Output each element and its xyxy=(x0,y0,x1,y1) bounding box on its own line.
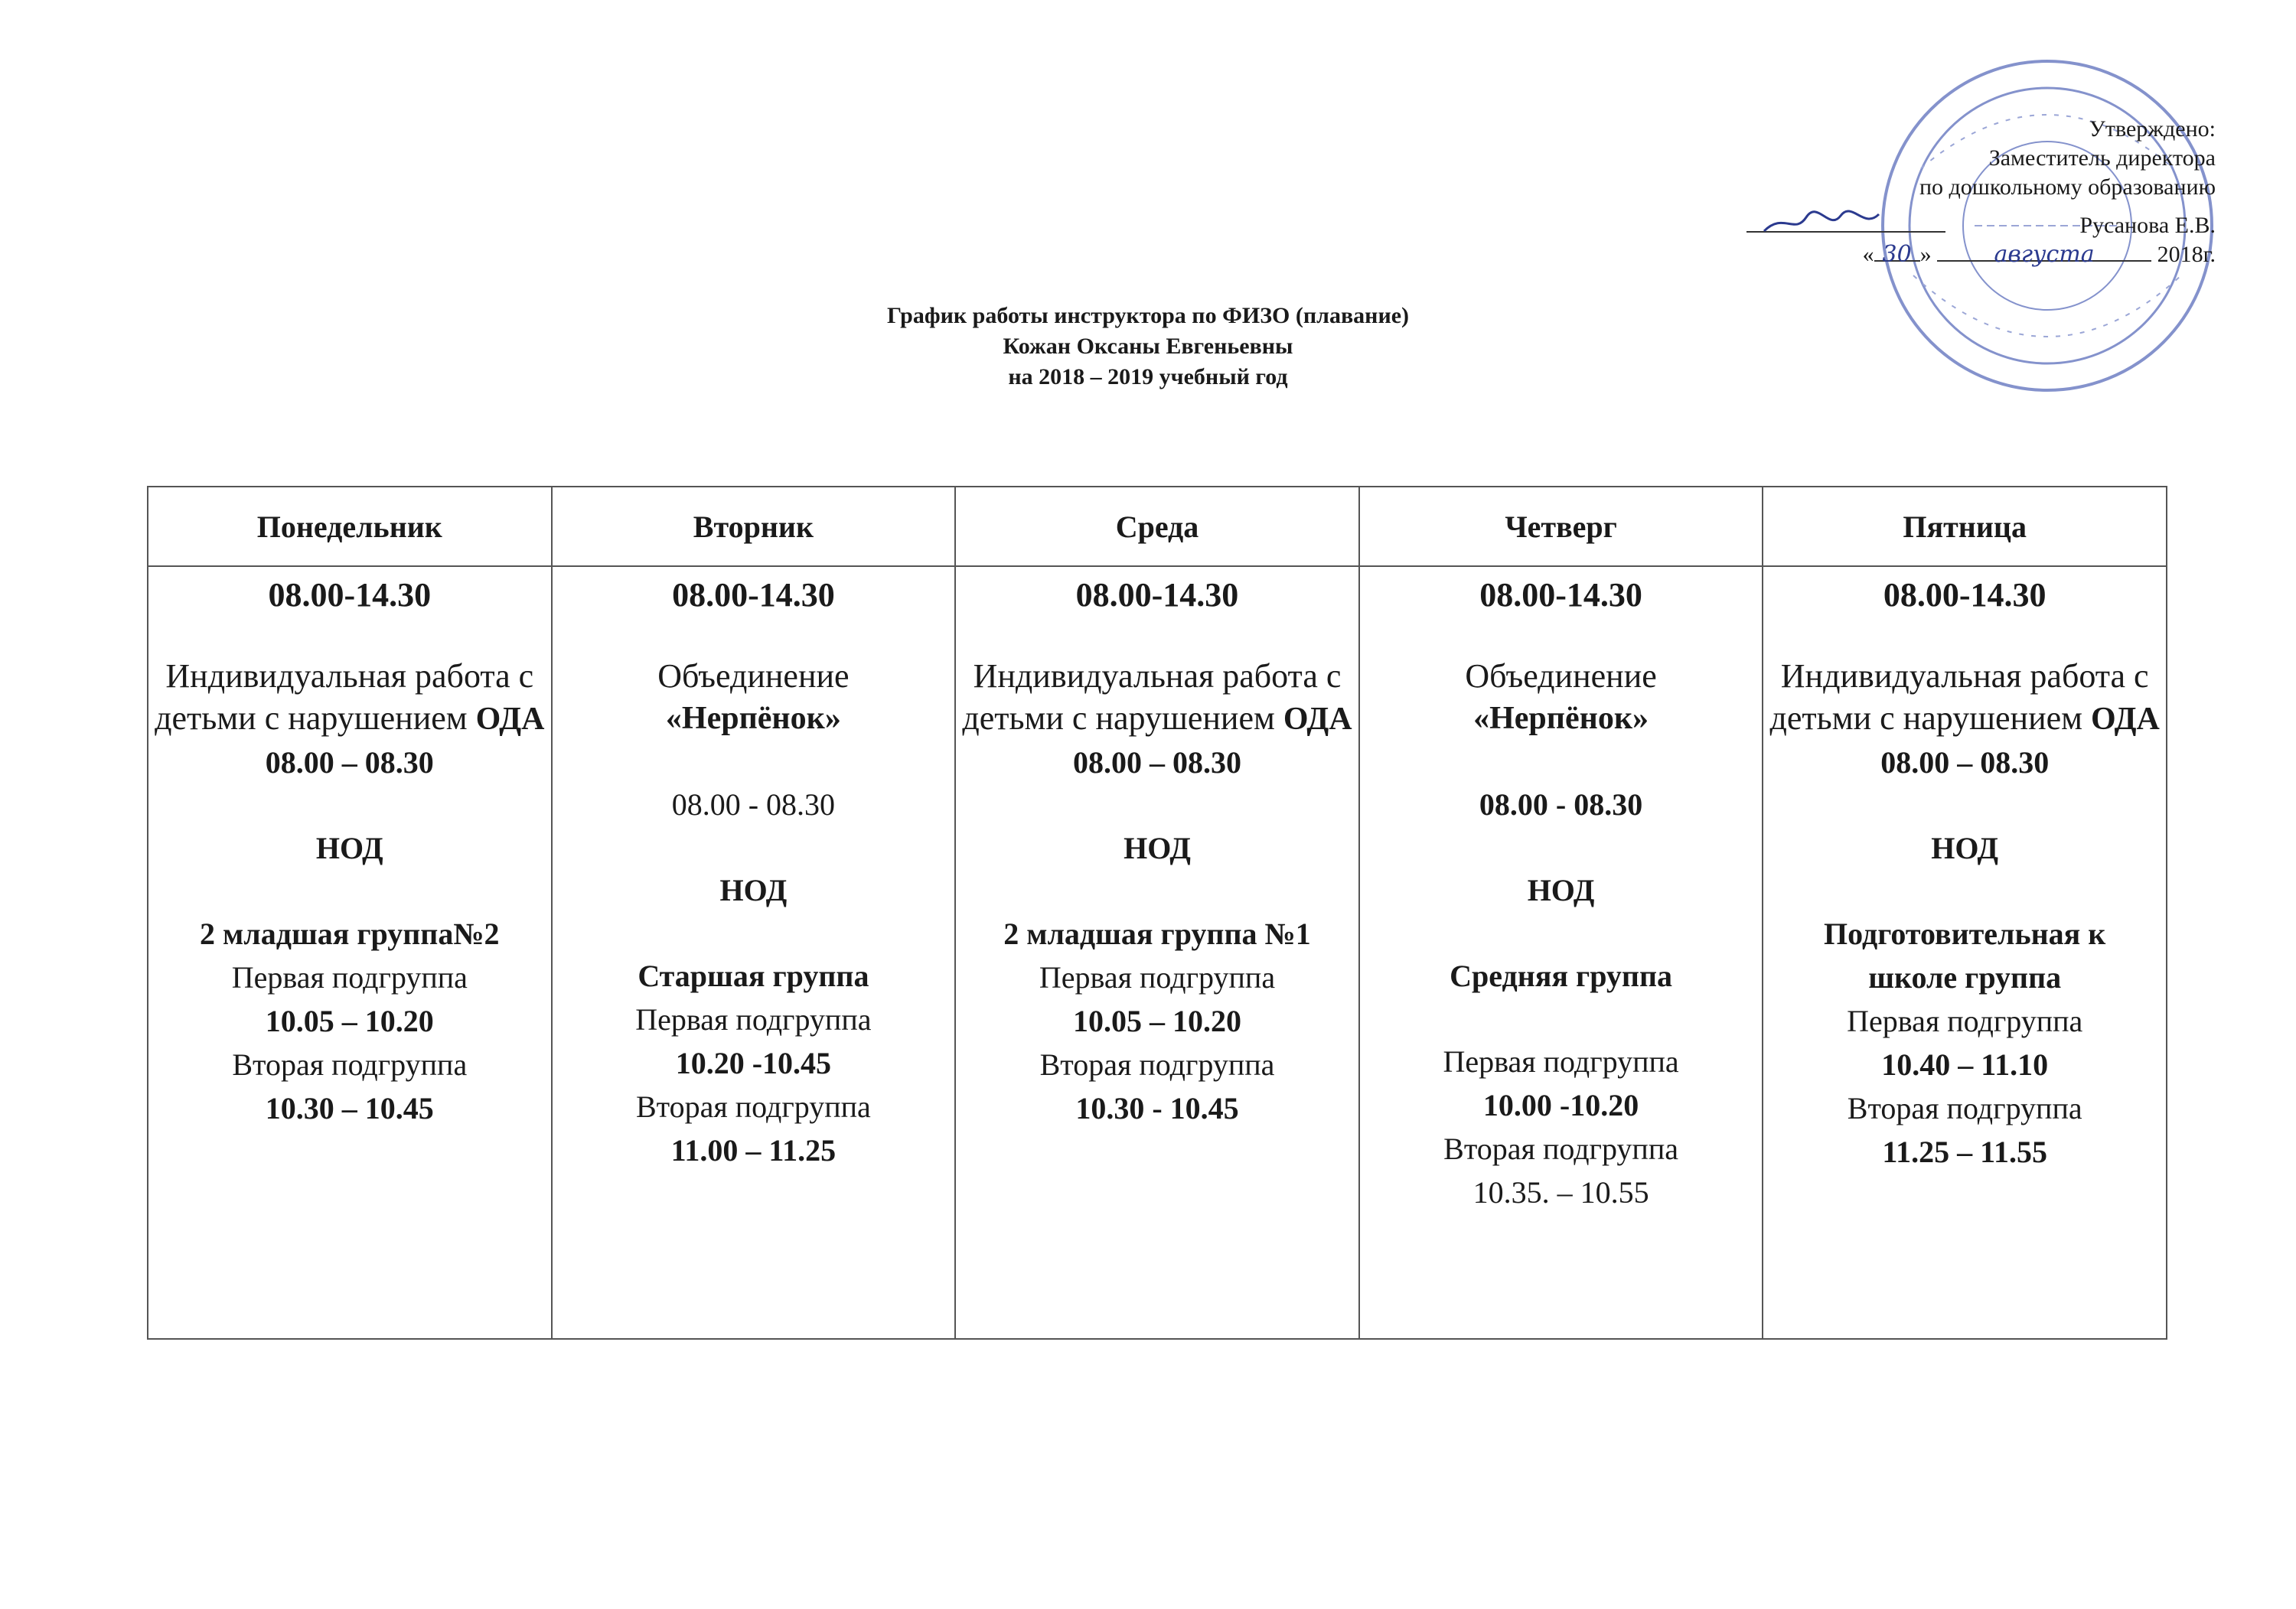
header-wednesday: Среда xyxy=(955,487,1359,566)
subgroup-2-label: Вторая подгруппа xyxy=(1443,1132,1678,1166)
subgroup-1-time: 10.05 – 10.20 xyxy=(1072,1004,1241,1038)
header-tuesday: Вторник xyxy=(552,487,956,566)
activity-highlight: ОДА xyxy=(1283,702,1352,737)
title-line-3: на 2018 – 2019 учебный год xyxy=(1008,364,1288,389)
subgroup-1-label: Первая подгруппа xyxy=(1443,1044,1679,1079)
subgroup-1-label: Первая подгруппа xyxy=(1847,1004,2083,1038)
work-hours: 08.00-14.30 xyxy=(268,576,432,614)
activity-highlight: «Нерпёнок» xyxy=(665,701,841,736)
schedule-table xyxy=(147,486,2167,1340)
activity-text: Объединение xyxy=(1465,657,1657,695)
cell-wednesday xyxy=(955,566,1359,1339)
group-name: 2 младшая группа№2 xyxy=(200,917,500,951)
cell-friday xyxy=(1763,566,2167,1339)
date-close-quote: » xyxy=(1919,242,1932,267)
approval-title: Утверждено: xyxy=(2089,116,2216,142)
activity-highlight: «Нерпёнок» xyxy=(1473,701,1649,736)
group-name: Средняя группа xyxy=(1450,959,1673,993)
approval-name: Русанова Е.В. xyxy=(2079,213,2216,238)
subgroup-2-label: Вторая подгруппа xyxy=(1039,1047,1275,1082)
title-line-1: График работы инструктора по ФИЗО (плавание) xyxy=(886,303,1410,328)
activity-text: Индивидуальная работа с детьми с нарушением xyxy=(155,657,534,737)
activity xyxy=(149,655,550,741)
activity-highlight: ОДА xyxy=(2091,702,2160,737)
subgroup-2-time: 10.30 – 10.45 xyxy=(265,1091,434,1125)
nod-label: НОД xyxy=(315,831,383,865)
nod-label: НОД xyxy=(1124,831,1191,865)
approval-position: Заместитель директора xyxy=(1988,145,2216,171)
cell-thursday xyxy=(1359,566,1763,1339)
subgroup-1-time: 10.05 – 10.20 xyxy=(265,1004,434,1038)
approval-block xyxy=(1746,115,2216,269)
title-line-2: Кожан Оксаны Евгеньевны xyxy=(1003,334,1293,359)
group-name: Старшая группа xyxy=(638,959,869,993)
header-thursday: Четверг xyxy=(1359,487,1763,566)
subgroup-2-time: 11.25 – 11.55 xyxy=(1882,1135,2047,1169)
work-hours: 08.00-14.30 xyxy=(1479,576,1642,614)
cell-tuesday xyxy=(552,566,956,1339)
work-hours: 08.00-14.30 xyxy=(1075,576,1239,614)
subgroup-1-time: 10.20 -10.45 xyxy=(675,1046,832,1080)
schedule-row xyxy=(148,566,2167,1339)
activity-text: Объединение xyxy=(657,657,850,695)
date-day: 30 xyxy=(1874,240,1920,262)
subgroup-1-label: Первая подгруппа xyxy=(635,1002,872,1037)
subgroup-2-label: Вторая подгруппа xyxy=(232,1047,468,1082)
activity xyxy=(957,655,1358,741)
header-friday: Пятница xyxy=(1763,487,2167,566)
activity-time: 08.00 – 08.30 xyxy=(1072,745,1241,780)
activity-time: 08.00 – 08.30 xyxy=(1880,745,2050,780)
activity-text: Индивидуальная работа с детьми с нарушением xyxy=(1769,657,2149,737)
nod-label: НОД xyxy=(719,873,788,907)
nod-label: НОД xyxy=(1931,831,1999,865)
document-title xyxy=(0,301,2296,392)
activity-text: Индивидуальная работа с детьми с нарушением xyxy=(962,657,1342,737)
group-name: Подготовительная к школе группа xyxy=(1824,917,2106,995)
subgroup-2-label: Вторая подгруппа xyxy=(1847,1091,2082,1125)
subgroup-1-label: Первая подгруппа xyxy=(1039,960,1276,995)
subgroup-2-label: Вторая подгруппа xyxy=(635,1089,871,1124)
activity-highlight: ОДА xyxy=(475,702,545,737)
subgroup-1-time: 10.00 -10.20 xyxy=(1482,1088,1639,1122)
subgroup-1-label: Первая подгруппа xyxy=(231,960,468,995)
subgroup-2-time: 10.35. – 10.55 xyxy=(1473,1175,1649,1210)
work-hours: 08.00-14.30 xyxy=(1883,576,2047,614)
cell-monday xyxy=(148,566,552,1339)
date-open-quote: « xyxy=(1862,242,1874,267)
group-name: 2 младшая группа №1 xyxy=(1003,917,1311,951)
header-monday: Понедельник xyxy=(148,487,552,566)
signature-mark xyxy=(1760,208,1883,239)
approval-department: по дошкольному образованию xyxy=(1919,174,2216,200)
date-year: 2018г. xyxy=(2157,242,2216,267)
activity-time: 08.00 - 08.30 xyxy=(671,787,836,822)
activity xyxy=(1764,655,2165,741)
activity-time: 08.00 - 08.30 xyxy=(1479,787,1643,822)
approval-name-line xyxy=(1746,202,2216,240)
header-row xyxy=(148,487,2167,566)
subgroup-2-time: 10.30 - 10.45 xyxy=(1075,1091,1239,1125)
work-hours: 08.00-14.30 xyxy=(672,576,835,614)
subgroup-1-time: 10.40 – 11.10 xyxy=(1881,1047,2049,1082)
date-month: августа xyxy=(1937,240,2151,262)
approval-date xyxy=(1746,240,2216,269)
activity-time: 08.00 – 08.30 xyxy=(265,745,434,780)
subgroup-2-time: 11.00 – 11.25 xyxy=(670,1133,837,1168)
nod-label: НОД xyxy=(1527,873,1595,907)
